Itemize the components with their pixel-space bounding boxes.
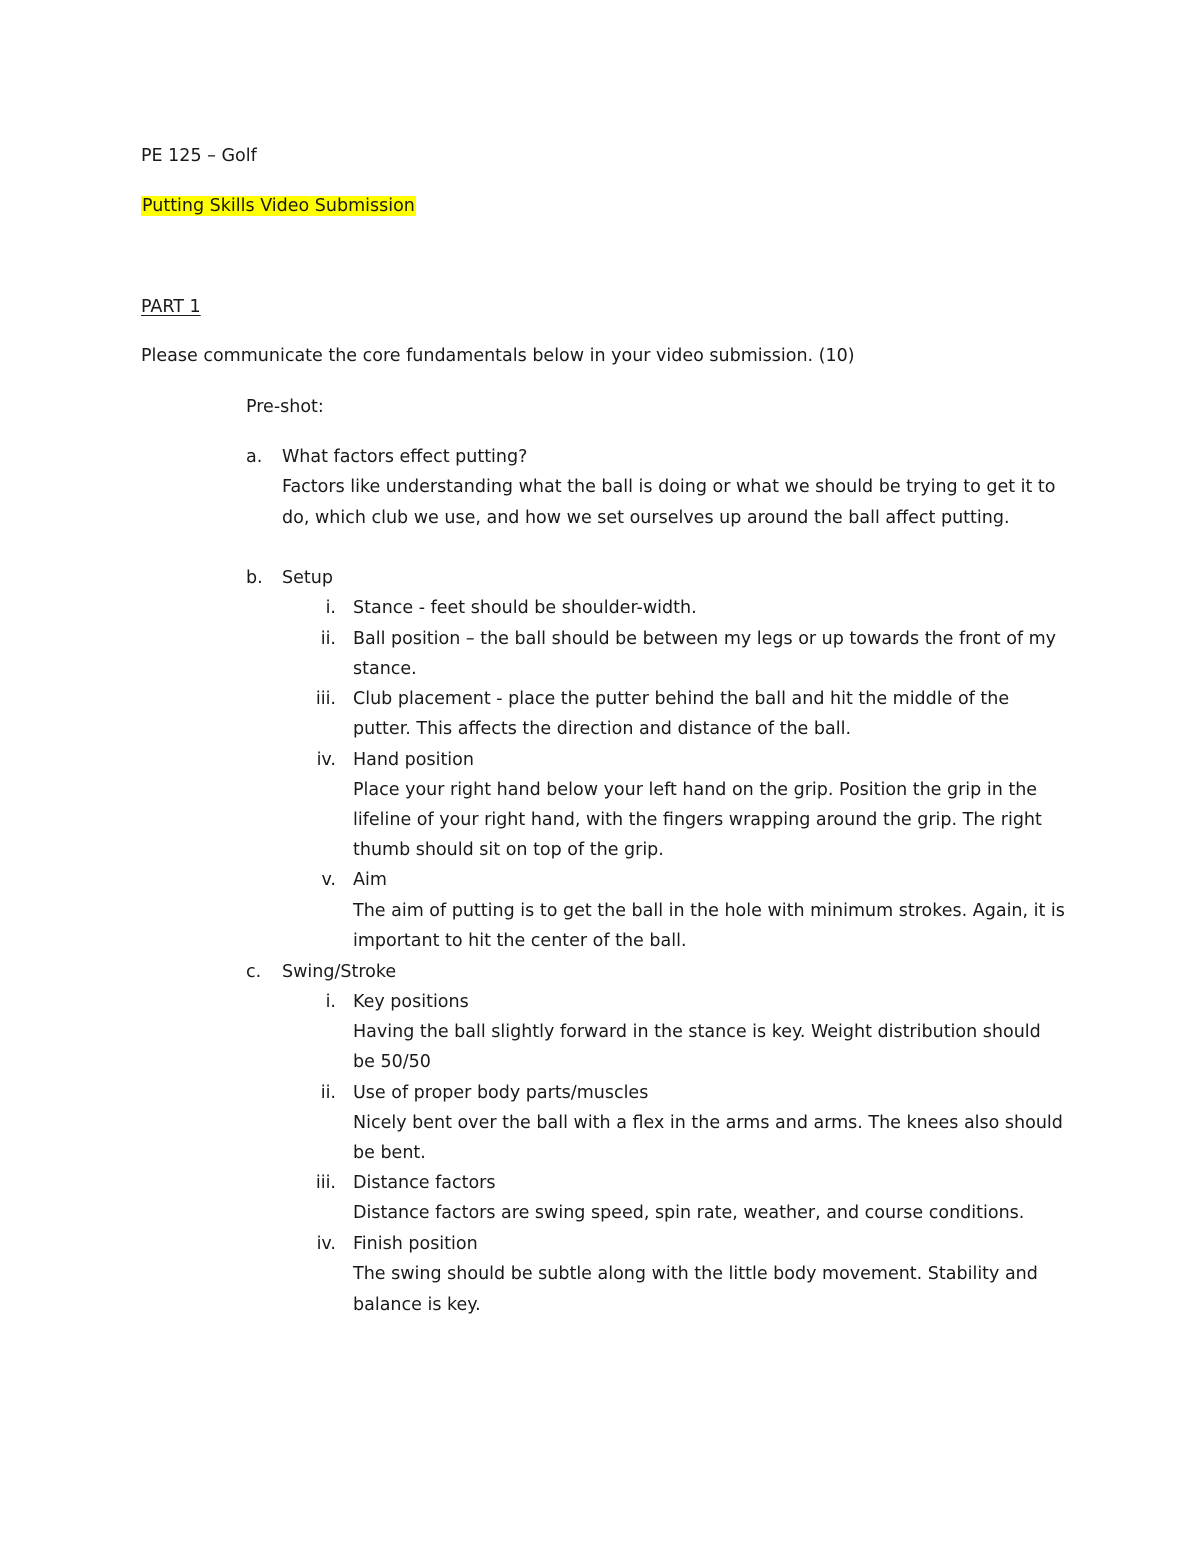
list-item-text: Place your right hand below your left hand on the grip. Position the grip in the (353, 780, 1038, 800)
list-item-text: lifeline of your right hand, with the fingers wrapping around the grip. The right (353, 810, 1042, 830)
section-b-title: Setup (282, 568, 333, 588)
list-item-text: Ball position – the ball should be between my legs or up towards the front of my (353, 629, 1057, 649)
section-c-title: Swing/Stroke (282, 962, 397, 982)
list-item-text: The aim of putting is to get the ball in the hole with minimum strokes. Again, it is (353, 901, 1065, 921)
list-marker: v. (321, 870, 336, 890)
list-item-text: putter. This affects the direction and distance of the ball. (353, 719, 852, 739)
list-marker: i. (325, 992, 336, 1012)
course-title: PE 125 – Golf (141, 146, 257, 166)
section-c-marker: c. (246, 962, 262, 982)
list-item-text: Distance factors are swing speed, spin rate, weather, and course conditions. (353, 1203, 1025, 1223)
list-item-text: be bent. (353, 1143, 426, 1163)
list-marker: ii. (320, 629, 336, 649)
list-item-text: Hand position (353, 750, 474, 770)
list-marker: iii. (315, 689, 336, 709)
assignment-title-highlight: Putting Skills Video Submission (142, 196, 415, 216)
list-marker: ii. (320, 1083, 336, 1103)
list-marker: iii. (315, 1173, 336, 1193)
list-item-text: Having the ball slightly forward in the stance is key. Weight distribution should (353, 1022, 1041, 1042)
list-marker: iv. (316, 1234, 336, 1254)
list-item-text: The swing should be subtle along with the little body movement. Stability and (353, 1264, 1038, 1284)
list-item-text: balance is key. (353, 1295, 481, 1315)
list-item-text: stance. (353, 659, 417, 679)
list-item-text: Use of proper body parts/muscles (353, 1083, 649, 1103)
section-a-marker: a. (246, 447, 263, 467)
intro-text: Please communicate the core fundamentals below in your video submission. (10) (141, 346, 855, 366)
list-marker: iv. (316, 750, 336, 770)
assignment-title (141, 195, 416, 217)
section-b-marker: b. (246, 568, 263, 588)
preshot-label: Pre-shot: (246, 397, 324, 417)
list-item-text: thumb should sit on top of the grip. (353, 840, 664, 860)
section-a-line: Factors like understanding what the ball is doing or what we should be trying to get it to (282, 477, 1056, 497)
list-item-text: Club placement - place the putter behind the ball and hit the middle of the (353, 689, 1010, 709)
list-item-text: Distance factors (353, 1173, 496, 1193)
part-label: PART 1 (141, 297, 201, 317)
section-a-title: What factors effect putting? (282, 447, 528, 467)
list-item-text: important to hit the center of the ball. (353, 931, 687, 951)
list-marker: i. (325, 598, 336, 618)
list-item-text: be 50/50 (353, 1052, 431, 1072)
list-item-text: Nicely bent over the ball with a flex in the arms and arms. The knees also should (353, 1113, 1063, 1133)
list-item-text: Stance - feet should be shoulder-width. (353, 598, 697, 618)
list-item-text: Key positions (353, 992, 469, 1012)
section-a-line: do, which club we use, and how we set ourselves up around the ball affect putting. (282, 508, 1010, 528)
list-item-text: Aim (353, 870, 387, 890)
list-item-text: Finish position (353, 1234, 478, 1254)
